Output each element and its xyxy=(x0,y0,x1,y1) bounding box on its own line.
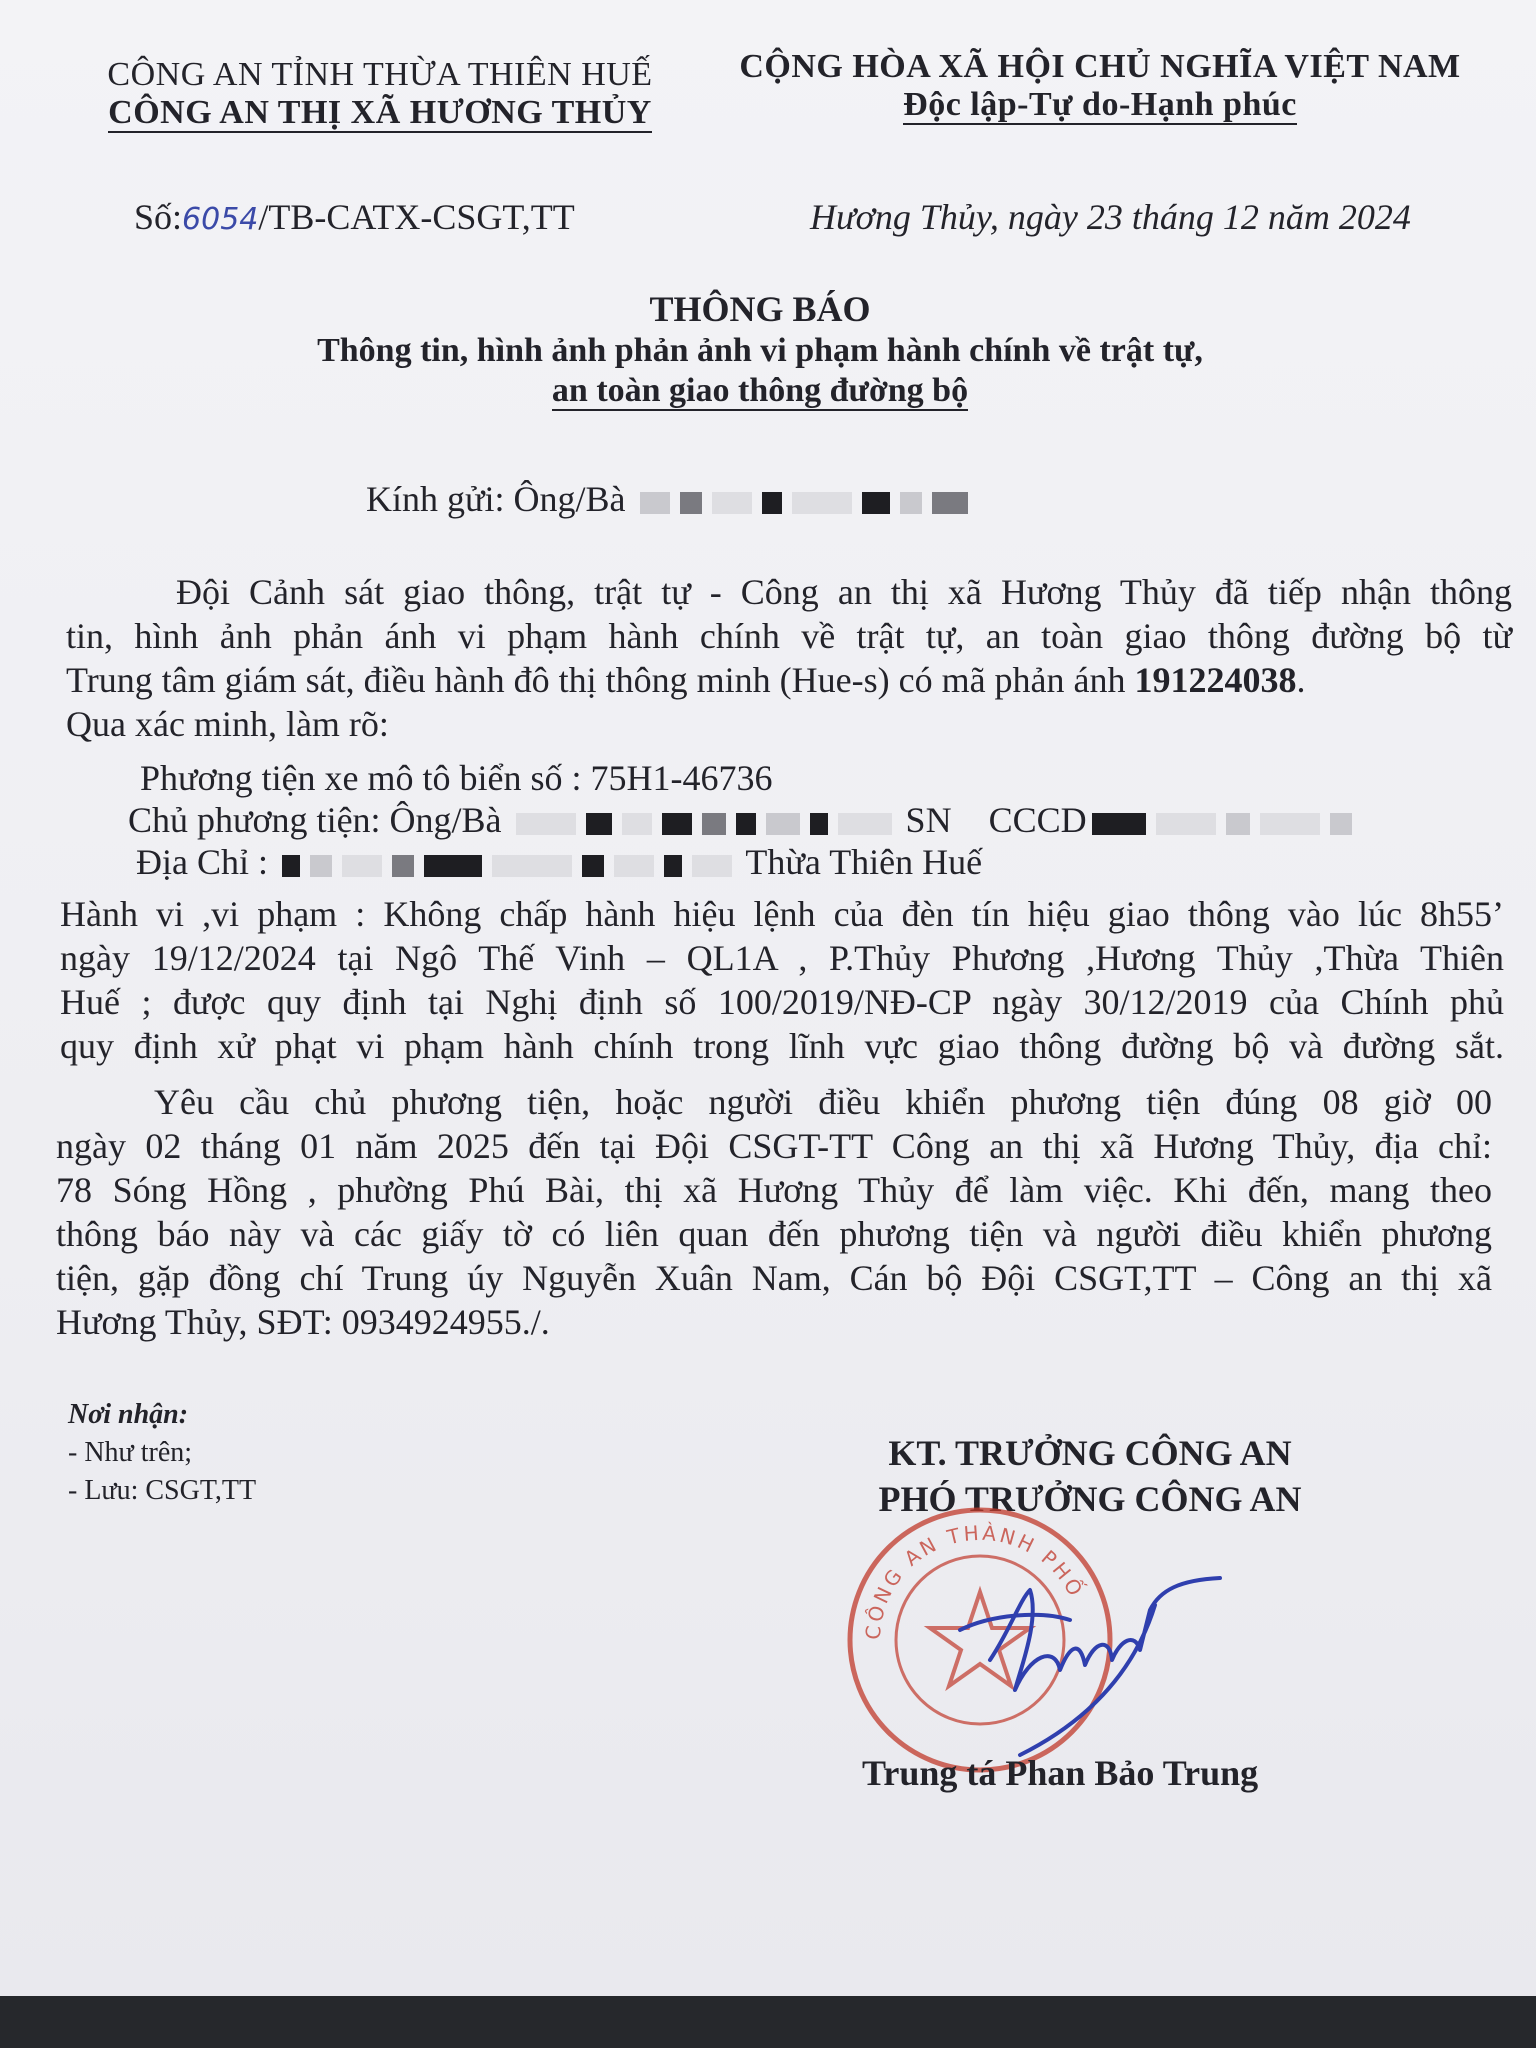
document-number xyxy=(134,196,575,238)
report-code: 191224038 xyxy=(1134,660,1297,700)
intro-line-3-text: Trung tâm giám sát, điều hành đô thị thông minh (Hue-s) có mã phản ánh xyxy=(66,660,1126,700)
intro-line-2-text: tin, hình ảnh phản ánh vi phạm hành chính về trật tự, an toàn giao thông đường bộ từ xyxy=(66,616,1512,656)
place-date: Hương Thủy, ngày 23 tháng 12 năm 2024 xyxy=(810,197,1411,237)
violation-line-2-text: ngày 19/12/2024 tại Ngô Thế Vinh – QL1A , P.Thủy Phương ,Hương Thủy ,Thừa Thiên xyxy=(60,938,1504,978)
redacted-cccd xyxy=(1330,813,1352,835)
doc-number-handwritten: 6054 xyxy=(182,202,259,237)
request-line-3 xyxy=(56,1168,1492,1212)
redacted-address xyxy=(424,855,482,877)
intro-line-1 xyxy=(66,570,1512,614)
recipients-block xyxy=(68,1396,256,1510)
org-line-1: CÔNG AN TỈNH THỪA THIÊN HUẾ xyxy=(107,56,653,93)
request-line-4-text: thông báo này và các giấy tờ có liên quan đến phương tiện và người điều khiển phương xyxy=(56,1214,1492,1254)
recipients-title: Nơi nhận: xyxy=(68,1399,189,1430)
redacted-address xyxy=(310,855,332,877)
redacted-owner xyxy=(766,813,800,835)
request-line-2 xyxy=(56,1124,1492,1168)
owner-label: Chủ phương tiện: Ông/Bà xyxy=(128,800,502,840)
request-line-1-text: Yêu cầu chủ phương tiện, hoặc người điều khiển phương tiện đúng 08 giờ 00 xyxy=(154,1082,1492,1122)
signature-icon xyxy=(920,1560,1260,1760)
redacted-owner xyxy=(702,813,726,835)
intro-line-3 xyxy=(66,658,1512,702)
redacted-owner xyxy=(838,813,892,835)
title-main: THÔNG BÁO xyxy=(649,289,871,329)
redacted-address xyxy=(492,855,572,877)
redacted-cccd xyxy=(1156,813,1216,835)
redacted-owner xyxy=(622,813,652,835)
redacted-address xyxy=(614,855,654,877)
vehicle-plate: Phương tiện xe mô tô biển số : 75H1-46736 xyxy=(140,758,773,798)
intro-line-4: Qua xác minh, làm rõ: xyxy=(66,704,389,744)
redacted-name xyxy=(712,492,752,514)
request-line-3-text: 78 Sóng Hồng , phường Phú Bài, thị xã Hương Thủy để làm việc. Khi đến, mang theo xyxy=(56,1170,1492,1210)
redacted-name xyxy=(932,492,968,514)
recipient-label: Kính gửi: Ông/Bà xyxy=(366,479,626,519)
notice-title xyxy=(200,288,1320,410)
sn-label: SN xyxy=(905,800,952,840)
nation-line-2 xyxy=(725,86,1475,124)
redacted-owner xyxy=(662,813,692,835)
paragraph-violation xyxy=(60,892,1504,1068)
redacted-name xyxy=(762,492,782,514)
doc-number-prefix: Số: xyxy=(134,197,183,237)
redacted-cccd xyxy=(1092,813,1146,835)
address-end: Thừa Thiên Huế xyxy=(745,842,983,882)
cccd-label: CCCD xyxy=(988,800,1087,840)
vehicle-address xyxy=(136,840,982,884)
intro-line-1-text: Đội Cảnh sát giao thông, trật tự - Công an thị xã Hương Thủy đã tiếp nhận thông xyxy=(176,572,1512,612)
signer-name: Trung tá Phan Bảo Trung xyxy=(862,1753,1259,1793)
intro-line-3-end: . xyxy=(1296,660,1306,700)
request-line-5 xyxy=(56,1256,1492,1300)
redacted-address xyxy=(282,855,300,877)
paragraph-intro xyxy=(66,570,1512,746)
violation-line-4 xyxy=(60,1024,1504,1068)
vehicle-owner xyxy=(128,798,1357,842)
violation-line-4-text: quy định xử phạt vi phạm hành chính trong lĩnh vực giao thông đường bộ và đường sắt. xyxy=(60,1026,1504,1066)
nation-line-1: CỘNG HÒA XÃ HỘI CHỦ NGHĨA VIỆT NAM xyxy=(739,48,1461,85)
violation-line-1 xyxy=(60,892,1504,936)
doc-number-suffix: /TB-CATX-CSGT,TT xyxy=(258,197,575,237)
seal-text: CÔNG AN THÀNH PHỐ xyxy=(860,1520,1089,1641)
intro-line-2 xyxy=(66,614,1512,658)
redacted-cccd xyxy=(1226,813,1250,835)
redacted-owner xyxy=(516,813,576,835)
signature-line-1: KT. TRƯỞNG CÔNG AN xyxy=(888,1433,1292,1473)
request-line-2-text: ngày 02 tháng 01 năm 2025 đến tại Đội CSGT-TT Công an thị xã Hương Thủy, địa chỉ: xyxy=(56,1126,1492,1166)
desk-surface xyxy=(0,1996,1536,2048)
org-header xyxy=(70,56,690,132)
redacted-name xyxy=(640,492,670,514)
redacted-address xyxy=(342,855,382,877)
redacted-name xyxy=(792,492,852,514)
title-sub-1: Thông tin, hình ảnh phản ảnh vi phạm hành chính về trật tự, xyxy=(317,332,1203,369)
address-label: Địa Chỉ : xyxy=(136,842,268,882)
paragraph-request xyxy=(56,1080,1492,1344)
motto-text: Độc lập-Tự do-Hạnh phúc xyxy=(903,86,1297,123)
redacted-name xyxy=(862,492,890,514)
violation-line-2 xyxy=(60,936,1504,980)
redacted-address xyxy=(582,855,604,877)
request-line-1 xyxy=(56,1080,1492,1124)
redacted-cccd xyxy=(1260,813,1320,835)
request-line-5-text: tiện, gặp đồng chí Trung úy Nguyễn Xuân Nam, Cán bộ Đội CSGT,TT – Công an thị xã xyxy=(56,1258,1492,1298)
violation-line-3-text: Huế ; được quy định tại Nghị định số 100/2019/NĐ-CP ngày 30/12/2019 của Chính phủ xyxy=(60,982,1504,1022)
recipient-line xyxy=(366,478,973,520)
handwritten-signature xyxy=(920,1560,1260,1760)
violation-line-1-text: Hành vi ,vi phạm : Không chấp hành hiệu lệnh của đèn tín hiệu giao thông vào lúc 8h55’ xyxy=(60,894,1504,934)
org-line-2 xyxy=(70,94,690,132)
signature-line-2: PHÓ TRƯỞNG CÔNG AN xyxy=(878,1479,1302,1519)
redacted-address xyxy=(664,855,682,877)
title-sub-2-text: an toàn giao thông đường bộ xyxy=(551,372,969,409)
violation-line-3 xyxy=(60,980,1504,1024)
request-line-6: Hương Thủy, SĐT: 0934924955./. xyxy=(56,1302,550,1342)
redacted-owner xyxy=(736,813,756,835)
redacted-name xyxy=(900,492,922,514)
redacted-address xyxy=(392,855,414,877)
recipients-item-1: - Như trên; xyxy=(68,1437,193,1468)
redacted-owner xyxy=(810,813,828,835)
org-line-2-text: CÔNG AN THỊ XÃ HƯƠNG THỦY xyxy=(108,94,652,131)
recipients-item-2: - Lưu: CSGT,TT xyxy=(68,1475,257,1506)
title-sub-2 xyxy=(200,372,1320,410)
redacted-address xyxy=(692,855,732,877)
nation-header xyxy=(725,48,1475,124)
redacted-name xyxy=(680,492,702,514)
redacted-owner xyxy=(586,813,612,835)
request-line-4 xyxy=(56,1212,1492,1256)
